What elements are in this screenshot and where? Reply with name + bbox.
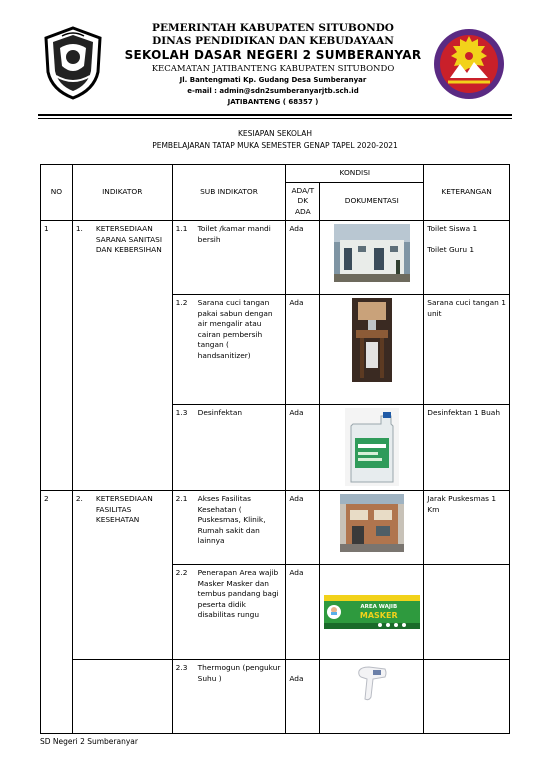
district-name: KECAMATAN JATIBANTENG KABUPATEN SITUBONDO bbox=[151, 64, 395, 74]
mask-banner-text-2: MASKER bbox=[359, 611, 398, 620]
row-no: 2 bbox=[44, 494, 49, 503]
condition-cell: Ada bbox=[286, 491, 320, 565]
indicator-text: KETERSEDIAAN FASILITAS KESEHATAN bbox=[95, 494, 153, 524]
sub-indicator-text: Thermogun (pengukur Suhu ) bbox=[197, 663, 281, 683]
header-kondisi: KONDISI bbox=[286, 165, 424, 183]
letterhead bbox=[38, 18, 512, 114]
toilet-photo-icon bbox=[334, 224, 410, 282]
letterhead-text bbox=[118, 22, 428, 108]
header-ada: ADA/T DK ADA bbox=[286, 182, 320, 221]
sub-indicator-cell bbox=[172, 405, 286, 491]
sub-indicator-text: Sarana cuci tangan pakai sabun dengan air mengalir atau cairan pembersih tangan ( handsanitizer) bbox=[197, 298, 273, 360]
sub-indicator-cell bbox=[172, 660, 286, 734]
header-indikator: INDIKATOR bbox=[72, 165, 172, 221]
school-emblem-icon bbox=[432, 26, 506, 102]
condition-value: Ada bbox=[289, 674, 304, 683]
condition-cell: Ada bbox=[286, 405, 320, 491]
school-name: SEKOLAH DASAR NEGERI 2 SUMBERANYAR bbox=[124, 48, 422, 62]
handwash-station-photo-icon bbox=[352, 298, 392, 382]
row-no-cell bbox=[41, 491, 73, 734]
page-footer: SD Negeri 2 Sumberanyar bbox=[40, 737, 138, 746]
department-name: DINAS PENDIDIKAN DAN KEBUDAYAAN bbox=[152, 35, 394, 47]
documentation-cell bbox=[320, 491, 424, 565]
header-dokumentasi: DOKUMENTASI bbox=[320, 182, 424, 221]
condition-cell: Ada bbox=[286, 295, 320, 405]
regency-emblem-icon bbox=[42, 26, 104, 100]
document-title bbox=[38, 128, 512, 152]
indicator-cell bbox=[72, 491, 172, 660]
table-header-row bbox=[41, 165, 510, 183]
indicator-cell-empty bbox=[72, 660, 172, 734]
sub-indicator-no: 1.1 bbox=[175, 224, 188, 233]
letterhead-rule-thick bbox=[38, 114, 512, 116]
documentation-cell bbox=[320, 221, 424, 295]
sub-indicator-cell bbox=[172, 295, 286, 405]
note-cell bbox=[424, 660, 510, 734]
row-no-cell bbox=[41, 221, 73, 491]
sub-indicator-no: 1.2 bbox=[175, 298, 188, 307]
sub-indicator-no: 2.1 bbox=[175, 494, 188, 503]
note-cell: Desinfektan 1 Buah bbox=[424, 405, 510, 491]
title-line-1: KESIAPAN SEKOLAH bbox=[238, 129, 312, 138]
sub-indicator-cell bbox=[172, 221, 286, 295]
mask-banner bbox=[324, 595, 420, 629]
condition-cell: Ada bbox=[286, 565, 320, 660]
note-cell: Sarana cuci tangan 1 unit bbox=[424, 295, 510, 405]
letterhead-rule-thin bbox=[38, 118, 512, 119]
header-no: NO bbox=[41, 165, 73, 221]
sub-indicator-no: 1.3 bbox=[175, 408, 188, 417]
sub-indicator-text: Akses Fasilitas Kesehatan ( Puskesmas, Klinik, Rumah sakit dan lainnya bbox=[197, 494, 266, 545]
table-row bbox=[41, 221, 510, 295]
sub-indicator-text: Penerapan Area wajib Masker Masker dan tembus pandang bagi peserta didik disabilitas rungu bbox=[197, 568, 279, 619]
indicator-no: 2. bbox=[75, 494, 83, 503]
indicator-no: 1. bbox=[75, 224, 83, 233]
disinfectant-jerrycan-photo-icon bbox=[345, 408, 399, 486]
sub-indicator-no: 2.2 bbox=[175, 568, 188, 577]
school-address: Jl. Bantengmati Kp. Gudang Desa Sumberanyar bbox=[179, 76, 367, 84]
note-cell: Jarak Puskesmas 1 Km bbox=[424, 491, 510, 565]
thermogun-photo-icon bbox=[355, 663, 389, 703]
sub-indicator-text: Desinfektan bbox=[197, 408, 243, 417]
school-city: JATIBANTENG ( 68357 ) bbox=[227, 98, 319, 106]
header-keterangan: KETERANGAN bbox=[424, 165, 510, 221]
sub-indicator-cell bbox=[172, 565, 286, 660]
condition-cell bbox=[286, 660, 320, 734]
note-cell bbox=[424, 221, 510, 295]
sub-indicator-text: Toilet /kamar mandi bersih bbox=[197, 224, 271, 244]
indicator-cell bbox=[72, 221, 172, 491]
documentation-cell bbox=[320, 405, 424, 491]
documentation-cell bbox=[320, 565, 424, 660]
header-sub-indikator: SUB INDIKATOR bbox=[172, 165, 286, 221]
sub-indicator-cell bbox=[172, 491, 286, 565]
documentation-cell bbox=[320, 660, 424, 734]
readiness-table bbox=[40, 164, 510, 734]
health-center-photo-icon bbox=[340, 494, 404, 552]
table-row bbox=[41, 660, 510, 734]
sub-indicator-no: 2.3 bbox=[175, 663, 188, 672]
condition-cell: Ada bbox=[286, 221, 320, 295]
table-row bbox=[41, 491, 510, 565]
note-cell bbox=[424, 565, 510, 660]
title-line-2: PEMBELAJARAN TATAP MUKA SEMESTER GENAP TAPEL 2020-2021 bbox=[152, 141, 398, 150]
indicator-text: KETERSEDIAAN SARANA SANITASI DAN KEBERSIHAN bbox=[95, 224, 163, 254]
government-name: PEMERINTAH KABUPATEN SITUBONDO bbox=[152, 22, 394, 34]
school-email: e-mail : admin@sdn2sumberanyarjtb.sch.id bbox=[187, 87, 359, 95]
row-no: 1 bbox=[44, 224, 49, 233]
note-line-2: Toilet Guru 1 bbox=[427, 244, 475, 254]
documentation-cell bbox=[320, 295, 424, 405]
mask-banner-text-1: AREA WAJIB bbox=[360, 604, 398, 610]
note-line-1: Toilet Siswa 1 bbox=[427, 224, 478, 233]
